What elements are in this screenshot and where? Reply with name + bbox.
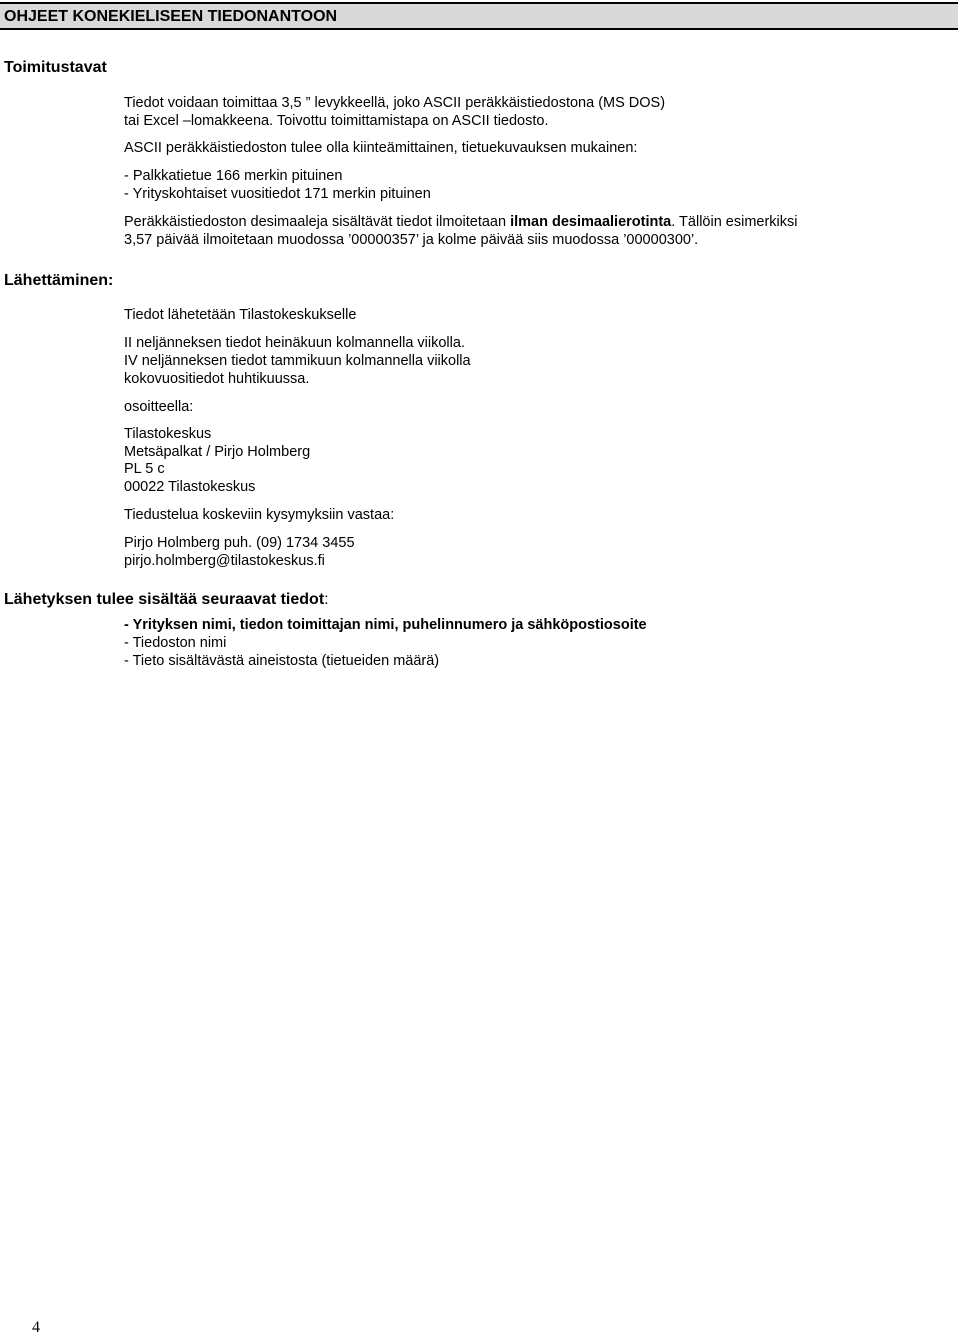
address-line: 00022 Tilastokeskus [124,479,256,495]
text-run: Peräkkäistiedoston desimaaleja sisältävät tiedot ilmoitetaan [124,214,511,230]
list-item: - Tiedoston nimi [124,635,227,651]
heading-colon: : [324,591,329,608]
inquiry-label: Tiedustelua koskeviin kysymyksiin vastaa: [124,507,395,523]
text-run: . Tällöin esimerkiksi [671,214,798,230]
paragraph-line: Tiedot voidaan toimittaa 3,5 ” levykkeellä, joko ASCII peräkkäistiedostona (MS DOS) [124,95,666,111]
address-line: Tilastokeskus [124,426,212,442]
page-number: 4 [32,1319,40,1336]
schedule-line: kokovuositiedot huhtikuussa. [124,371,310,387]
emphasis-text: ilman desimaalierotinta [510,214,672,230]
schedule-line: II neljänneksen tiedot heinäkuun kolmannella viikolla. [124,335,465,351]
paragraph-line: tai Excel –lomakkeena. Toivottu toimittamistapa on ASCII tiedosto. [124,113,549,129]
address-line: PL 5 c [124,461,165,477]
paragraph-line: 3,57 päivää ilmoitetaan muodossa ’00000357’ ja kolme päivää siis muodossa ’00000300’. [124,232,699,248]
address-line: Metsäpalkat / Pirjo Holmberg [124,444,311,460]
document-title: OHJEET KONEKIELISEEN TIEDONANTOON [4,8,338,25]
contact-email[interactable]: pirjo.holmberg@tilastokeskus.fi [124,553,325,569]
list-item: - Palkkatietue 166 merkin pituinen [124,168,343,184]
section-heading-lahetys [4,591,329,609]
list-item: - Yrityksen nimi, tiedon toimittajan nimi, puhelinnumero ja sähköpostiosoite [124,617,647,633]
paragraph-line: ASCII peräkkäistiedoston tulee olla kiinteämittainen, tietuekuvauksen mukainen: [124,140,638,156]
paragraph-line [124,213,798,231]
heading-text: Lähetyksen tulee sisältää seuraavat tiedot [4,591,325,608]
list-item: - Tieto sisältävästä aineistosta (tietueiden määrä) [124,653,440,669]
paragraph-line: Tiedot lähetetään Tilastokeskukselle [124,307,357,323]
section-heading-toimitustavat: Toimitustavat [4,59,107,76]
address-label: osoitteella: [124,399,194,415]
section-heading-lahettaminen: Lähettäminen: [4,272,114,289]
list-item: - Yrityskohtaiset vuositiedot 171 merkin pituinen [124,186,431,202]
schedule-line: IV neljänneksen tiedot tammikuun kolmannella viikolla [124,353,471,369]
document-title-bar [0,2,958,30]
contact-line: Pirjo Holmberg puh. (09) 1734 3455 [124,535,355,551]
